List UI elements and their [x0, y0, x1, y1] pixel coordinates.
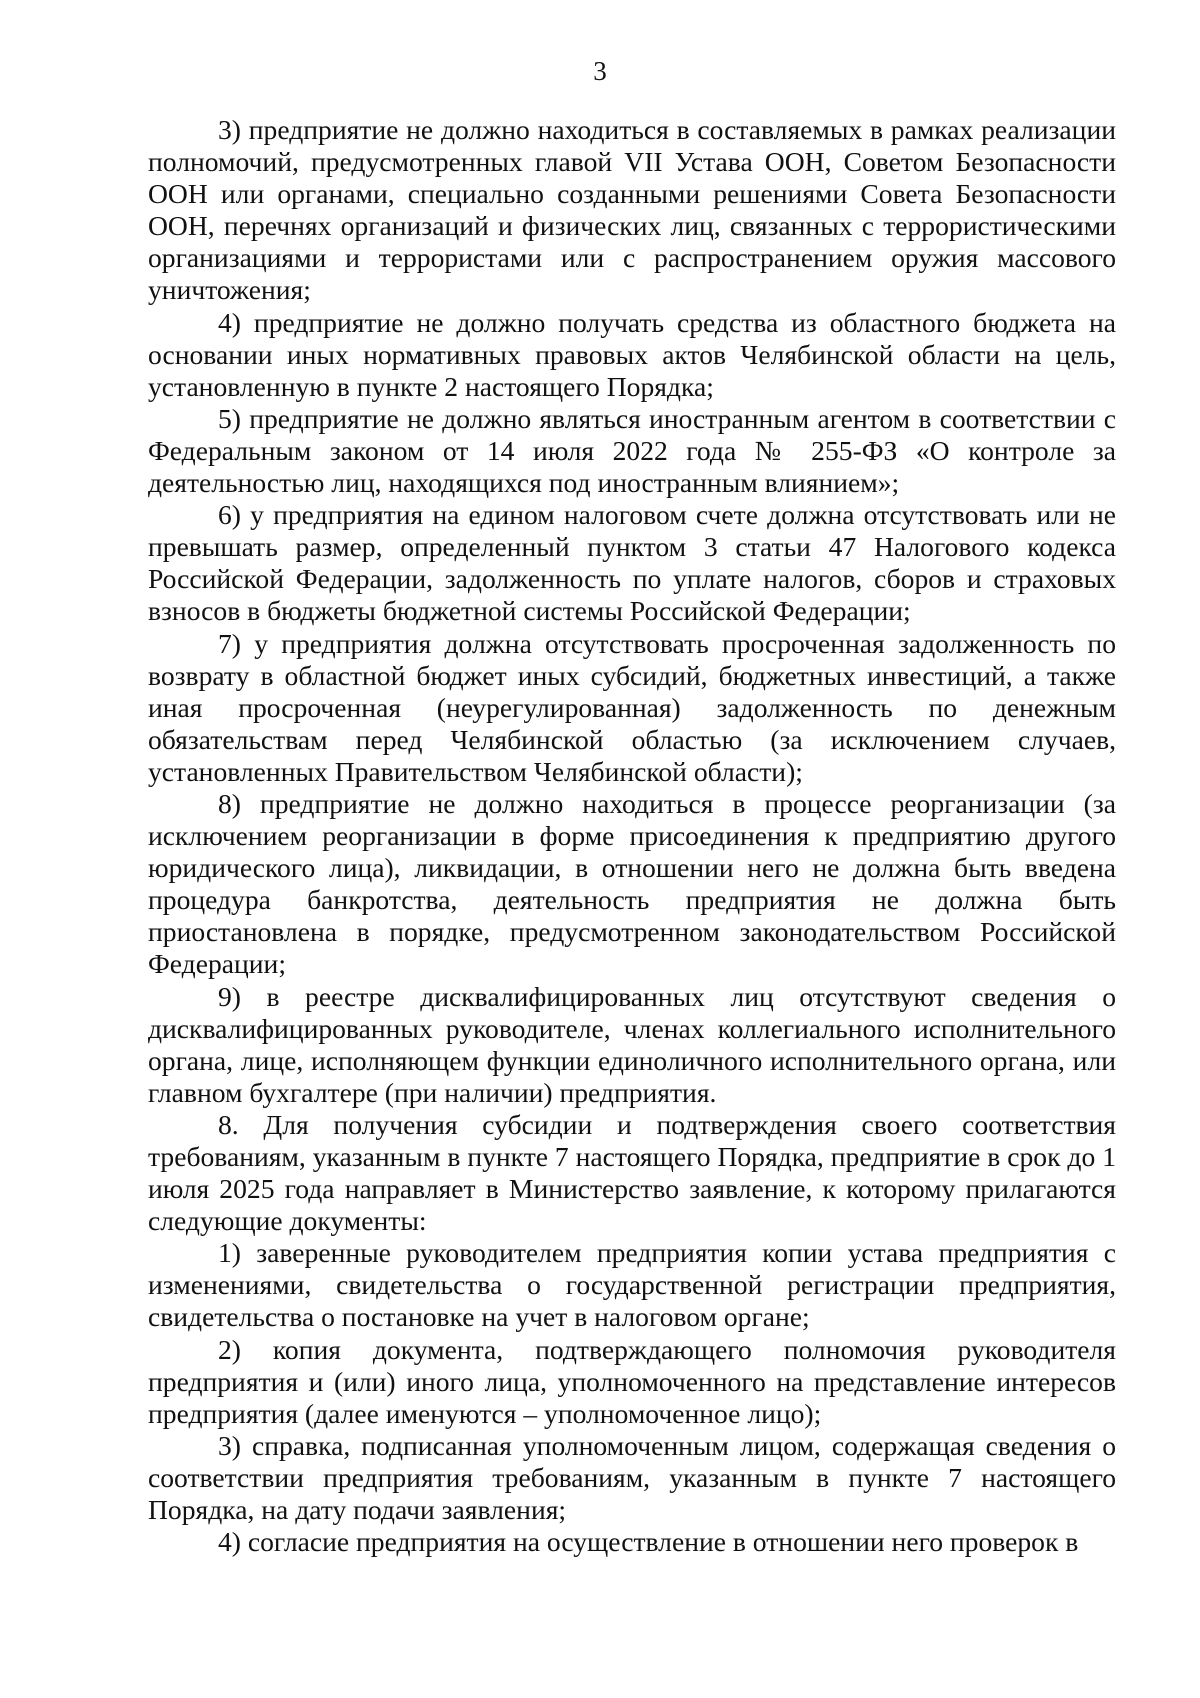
paragraph-item-5: 5) предприятие не должно являться иностранным агентом в соответствии с Федеральным законом от 14 июля 2022 года № 255-ФЗ «О контроле за деятельностью лиц, находящихся под иностранным влиянием»; — [148, 402, 1116, 499]
paragraph-doc-4: 4) согласие предприятия на осуществление в отношении него проверок в — [218, 1526, 1079, 1558]
document-body — [148, 114, 1116, 1558]
page-number: 3 — [593, 56, 607, 86]
paragraph-doc-1: 1) заверенные руководителем предприятия копии устава предприятия с изменениями, свидетельства о государственной регистрации предприятия, свидетельства о постановке на учет в налоговом органе; — [148, 1237, 1116, 1333]
paragraph-doc-3: 3) справка, подписанная уполномоченным лицом, содержащая сведения о соответствии предприятия требованиям, указанным в пункте 7 настоящего Порядка, на дату подачи заявления; — [148, 1429, 1116, 1526]
paragraph-item-8: 8) предприятие не должно находиться в процессе реорганизации (за исключением реорганизации в форме присоединения к предприятию другого юридического лица), ликвидации, в отношении него не должна быть введена процедура банкротства, деятельность предприятия не должна быть приостановлена в порядке, предусмотренном законодательством Российской Федерации; — [148, 787, 1116, 980]
paragraph-item-4: 4) предприятие не должно получать средства из областного бюджета на основании иных нормативных правовых актов Челябинской области на цель, установленную в пункте 2 настоящего Порядка; — [148, 306, 1116, 402]
paragraph-item-7: 7) у предприятия должна отсутствовать просроченная задолженность по возврату в областной бюджет иных субсидий, бюджетных инвестиций, а также иная просроченная (неурегулированная) задолженность по денежным обязательствам перед Челябинской областью (за исключением случаев, установленных Правительством Челябинской области); — [148, 627, 1116, 787]
paragraph-section-8: 8. Для получения субсидии и подтверждения своего соответствия требованиям, указанным в пункте 7 настоящего Порядка, предприятие в срок до 1 июля 2025 года направляет в Министерство заявление, к которому прилагаются следующие документы: — [148, 1108, 1116, 1237]
paragraph-doc-2: 2) копия документа, подтверждающего полномочия руководителя предприятия и (или) иного лица, уполномоченного на представление интересов предприятия (далее именуются – уполномоченное лицо); — [148, 1333, 1116, 1429]
paragraph-item-3: 3) предприятие не должно находиться в составляемых в рамках реализации полномочий, предусмотренных главой VII Устава ООН, Советом Безопасности ООН или органами, специально созданными решениями Совета Безопасности ООН, перечнях организаций и физических лиц, связанных с террористическими организациями и террористами или с распространением оружия массового уничтожения; — [148, 114, 1116, 306]
paragraph-item-9: 9) в реестре дисквалифицированных лиц отсутствуют сведения о дисквалифицированных руководителе, членах коллегиального исполнительного органа, лице, исполняющем функции единоличного исполнительного органа, или главном бухгалтере (при наличии) предприятия. — [148, 980, 1116, 1108]
paragraph-item-6: 6) у предприятия на едином налоговом счете должна отсутствовать или не превышать размер, определенный пунктом 3 статьи 47 Налогового кодекса Российской Федерации, задолженность по уплате налогов, сборов и страховых взносов в бюджеты бюджетной системы Российской Федерации; — [148, 499, 1116, 627]
